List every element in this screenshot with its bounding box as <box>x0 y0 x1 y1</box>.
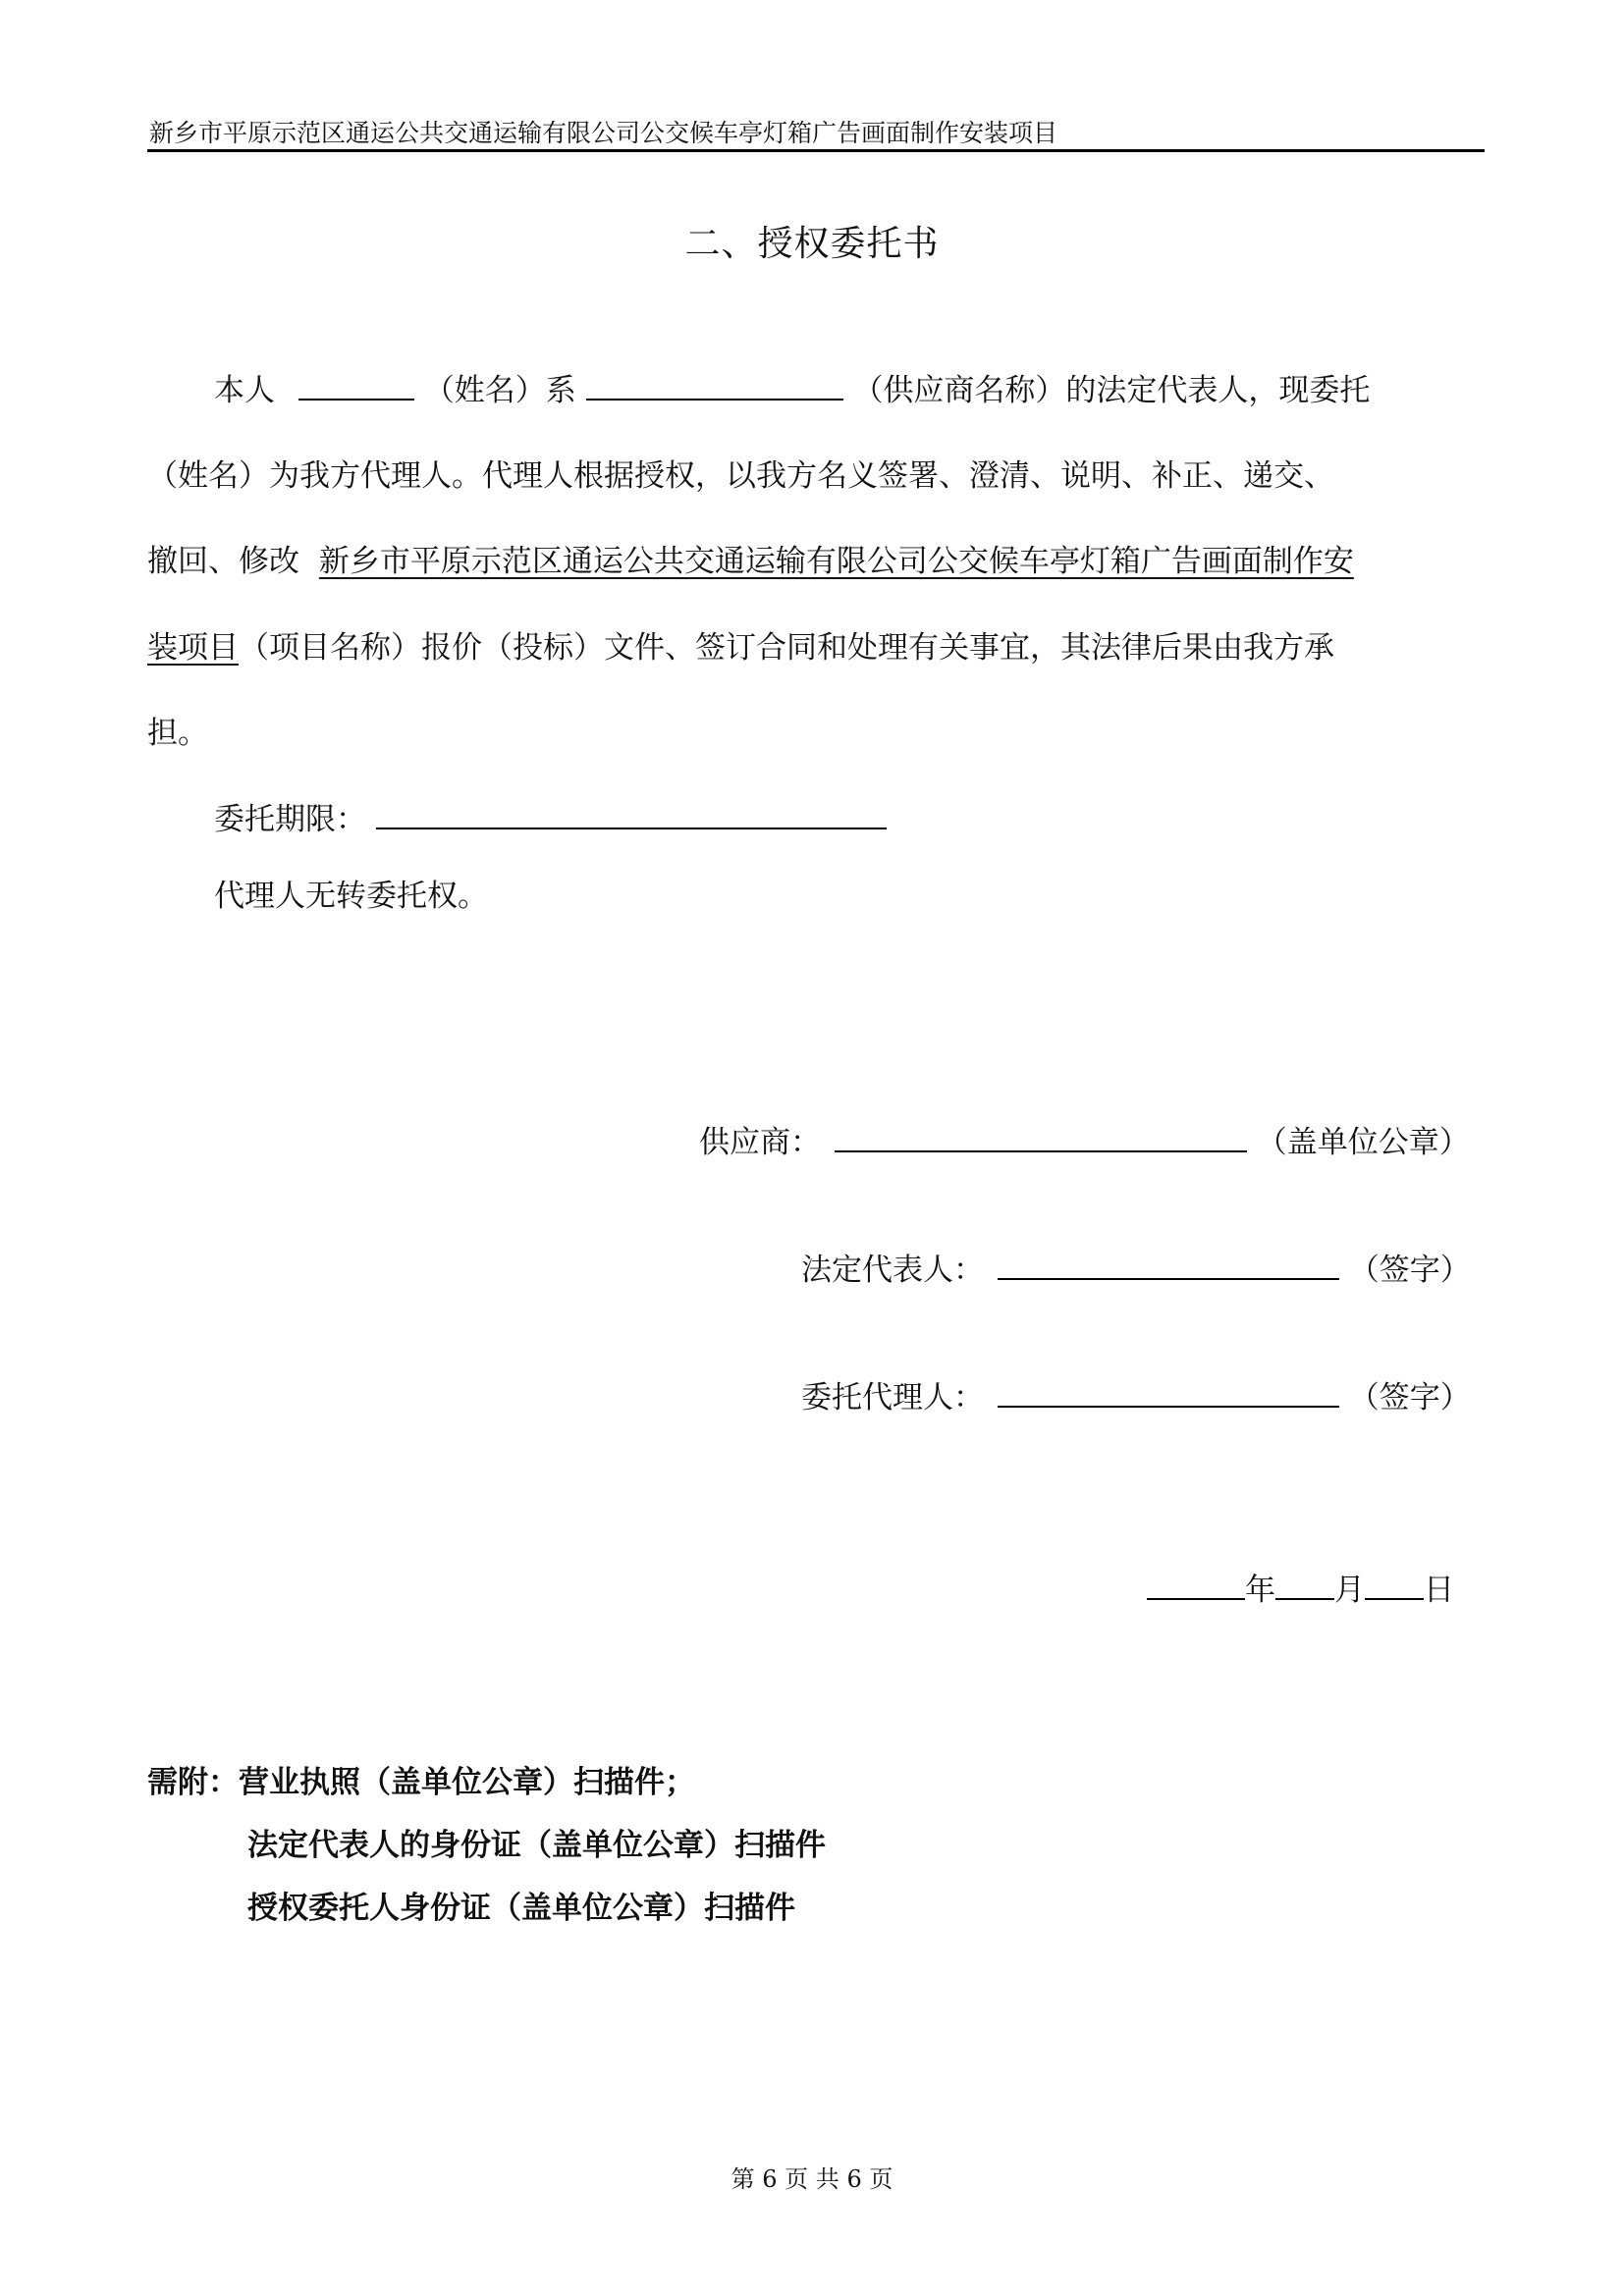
date-line <box>1147 1571 1454 1610</box>
header-divider <box>147 149 1485 152</box>
term-line <box>214 800 887 839</box>
paragraph-line-2: （姓名）为我方代理人。代理人根据授权，以我方名义签署、澄清、说明、补正、递交、 <box>147 458 1334 494</box>
supplier-line <box>699 1123 1470 1162</box>
page-header: 新乡市平原示范区通运公共交通运输有限公司公交候车亭灯箱广告画面制作安装项目 <box>149 119 1058 147</box>
no-subdelegation: 代理人无转委托权。 <box>214 879 488 914</box>
term-blank[interactable] <box>376 800 887 829</box>
day-blank[interactable] <box>1365 1571 1424 1600</box>
legal-rep-line <box>801 1251 1471 1290</box>
attachment-item-1: 营业执照（盖单位公章）扫描件； <box>239 1765 695 1800</box>
page-number: 第 6 页 共 6 页 <box>731 2165 893 2193</box>
text-project-suffix: （项目名称）报价（投标）文件、签订合同和处理有关事宜，其法律后果由我方承 <box>239 630 1334 666</box>
text-withdraw: 撤回、修改 <box>147 544 299 579</box>
legal-note: （签字） <box>1348 1253 1471 1288</box>
agent-label: 委托代理人： <box>801 1380 984 1415</box>
paragraph-line-4 <box>147 628 1334 667</box>
supplier-blank[interactable] <box>835 1123 1247 1152</box>
document-title: 二、授权委托书 <box>684 224 940 264</box>
text-legal-rep: （供应商名称）的法定代表人，现委托 <box>852 373 1371 408</box>
attachment-item-2: 法定代表人的身份证（盖单位公章）扫描件 <box>247 1828 826 1863</box>
year-blank[interactable] <box>1147 1571 1245 1600</box>
paragraph-line-3 <box>147 542 1354 581</box>
year-label: 年 <box>1245 1573 1275 1608</box>
text-benren: 本人 <box>214 373 275 408</box>
legal-label: 法定代表人： <box>801 1253 984 1288</box>
paragraph-line-1 <box>214 371 1370 410</box>
agent-note: （签字） <box>1348 1380 1471 1415</box>
project-name-part2: 装项目 <box>147 630 239 666</box>
supplier-name-blank[interactable] <box>586 371 843 400</box>
attachments-label: 需附： <box>147 1765 239 1800</box>
supplier-label: 供应商： <box>699 1125 821 1160</box>
legal-signature-blank[interactable] <box>998 1251 1339 1280</box>
attachment-item-3: 授权委托人身份证（盖单位公章）扫描件 <box>247 1891 795 1926</box>
term-label: 委托期限： <box>214 802 366 837</box>
month-label: 月 <box>1334 1573 1365 1608</box>
paragraph-line-5: 担。 <box>147 716 208 751</box>
attachments-line-1 <box>147 1763 695 1802</box>
month-blank[interactable] <box>1275 1571 1334 1600</box>
project-name-part1: 新乡市平原示范区通运公共交通运输有限公司公交候车亭灯箱广告画面制作安 <box>318 544 1354 579</box>
day-label: 日 <box>1424 1573 1454 1608</box>
text-name-xi: （姓名）系 <box>423 373 576 408</box>
agent-signature-blank[interactable] <box>998 1378 1339 1408</box>
agent-line <box>801 1378 1471 1417</box>
supplier-note: （盖单位公章） <box>1256 1125 1470 1160</box>
name-blank[interactable] <box>298 371 414 400</box>
